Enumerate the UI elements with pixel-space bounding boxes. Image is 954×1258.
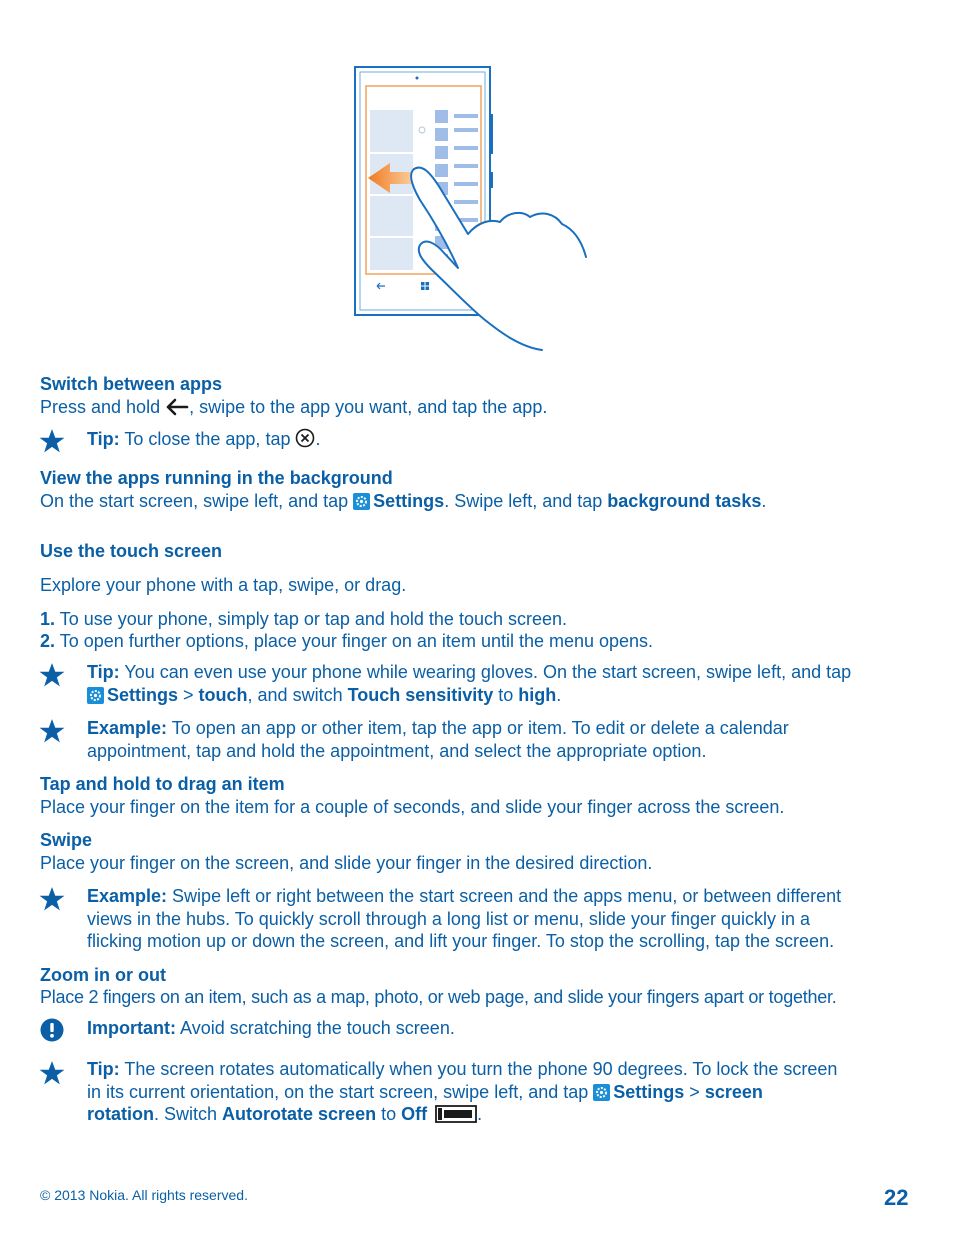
autorotate-label: Autorotate screen [222, 1104, 377, 1124]
paragraph-zoom: Place 2 fingers on an item, such as a map, photo, or web page, and slide your fingers apart or together. [40, 987, 837, 1007]
tip-label: Tip: [87, 1059, 120, 1079]
tip-line [87, 1103, 919, 1126]
example-open-app [87, 717, 919, 762]
example-line [87, 717, 919, 740]
text-segment: . Switch [154, 1104, 223, 1124]
settings-gear-icon [593, 1084, 610, 1101]
step-text: To use your phone, simply tap or tap and hold the touch screen. [55, 609, 568, 629]
settings-label: Settings [107, 684, 179, 705]
toggle-off-icon [435, 1105, 477, 1123]
paragraph-swipe: Place your finger on the screen, and slide your finger in the desired direction. [40, 853, 653, 873]
heading-swipe: Swipe [40, 830, 93, 850]
step-number: 1. [40, 609, 56, 629]
copyright-footer: © 2013 Nokia. All rights reserved. [40, 1187, 248, 1203]
text-segment: . Swipe left, and tap [444, 491, 608, 511]
paragraph-drag: Place your finger on the item for a couple of seconds, and slide your finger across the screen. [40, 797, 785, 817]
text-segment: > [178, 684, 199, 705]
back-arrow-icon [165, 398, 189, 416]
settings-label: Settings [373, 491, 445, 511]
text-segment: to [493, 684, 519, 705]
close-circle-icon [295, 428, 315, 448]
example-swipe [87, 885, 919, 953]
example-label: Example: [87, 718, 168, 738]
heading-drag: Tap and hold to drag an item [40, 774, 285, 794]
tip-star-icon [39, 428, 65, 454]
tip-star-icon [39, 662, 65, 688]
tip-label: Tip: [87, 429, 120, 449]
text-segment: , swipe to the app you want, and tap the app. [189, 397, 548, 417]
settings-gear-icon [87, 687, 104, 704]
text-segment: . [556, 684, 562, 705]
example-line: flicking motion up or down the screen, and lift your finger. To stop the scrolling, tap the screen. [87, 931, 835, 951]
step-2 [40, 630, 653, 652]
paragraph-switch-apps [40, 396, 547, 418]
heading-switch-apps: Switch between apps [40, 374, 223, 394]
example-line: appointment, tap and hold the appointment, and select the appropriate option. [87, 740, 707, 761]
tip-line [87, 1081, 919, 1104]
step-1 [40, 608, 567, 630]
example-line [87, 885, 919, 908]
settings-label: Settings [613, 1081, 685, 1102]
example-star-icon [39, 718, 65, 744]
touch-intro: Explore your phone with a tap, swipe, or drag. [40, 575, 407, 595]
page-number: 22 [884, 1185, 909, 1210]
text-segment: You can even use your phone while wearing gloves. On the start screen, swipe left, and tap [119, 662, 852, 682]
tip-close-app [87, 428, 919, 451]
text-segment: Avoid scratching the touch screen. [176, 1018, 455, 1038]
text-segment: Swipe left or right between the start screen and the apps menu, or between different [167, 886, 842, 906]
tip-label: Tip: [87, 662, 120, 682]
phone-swipe-illustration [350, 62, 610, 357]
text-segment: . [315, 429, 321, 449]
text-segment: , and switch [247, 684, 348, 705]
text-segment: Press and hold [40, 397, 166, 417]
text-segment: > [684, 1081, 705, 1102]
off-label: Off [401, 1104, 428, 1124]
touch-sensitivity-label: Touch sensitivity [347, 684, 494, 705]
example-label: Example: [87, 886, 168, 906]
background-tasks-label: background tasks [607, 491, 762, 511]
heading-touch-screen: Use the touch screen [40, 541, 223, 561]
text-segment: . [761, 491, 767, 511]
important-label: Important: [87, 1018, 176, 1038]
tip-line [87, 661, 919, 684]
touch-label: touch [198, 684, 248, 705]
heading-background-apps: View the apps running in the background [40, 468, 393, 488]
text-segment: in its current orientation, on the start screen, swipe left, and tap [87, 1081, 594, 1102]
rotation-label: rotation [87, 1104, 154, 1124]
example-line: views in the hubs. To quickly scroll through a long list or menu, slide your finger quickly in a [87, 908, 811, 929]
paragraph-background-apps [40, 490, 766, 512]
example-star-icon [39, 886, 65, 912]
text-segment: . [477, 1104, 483, 1124]
text-segment: To close the app, tap [119, 429, 296, 449]
text-segment: The screen rotates automatically when you turn the phone 90 degrees. To lock the screen [119, 1059, 838, 1079]
text-segment: to [376, 1104, 402, 1124]
tip-star-icon [39, 1060, 65, 1086]
screen-label: screen [704, 1081, 763, 1102]
tip-gloves [87, 661, 919, 706]
high-label: high [518, 684, 557, 705]
tip-rotation [87, 1058, 919, 1126]
settings-gear-icon [353, 493, 370, 510]
text-segment: On the start screen, swipe left, and tap [40, 491, 354, 511]
heading-zoom: Zoom in or out [40, 965, 166, 985]
step-number: 2. [40, 631, 56, 651]
tip-line [87, 684, 919, 707]
important-icon [40, 1018, 64, 1042]
important-note [87, 1017, 919, 1040]
text-segment: To open an app or other item, tap the app or item. To edit or delete a calendar [167, 718, 789, 738]
tip-line [87, 1058, 919, 1081]
step-text: To open further options, place your finger on an item until the menu opens. [55, 631, 654, 651]
